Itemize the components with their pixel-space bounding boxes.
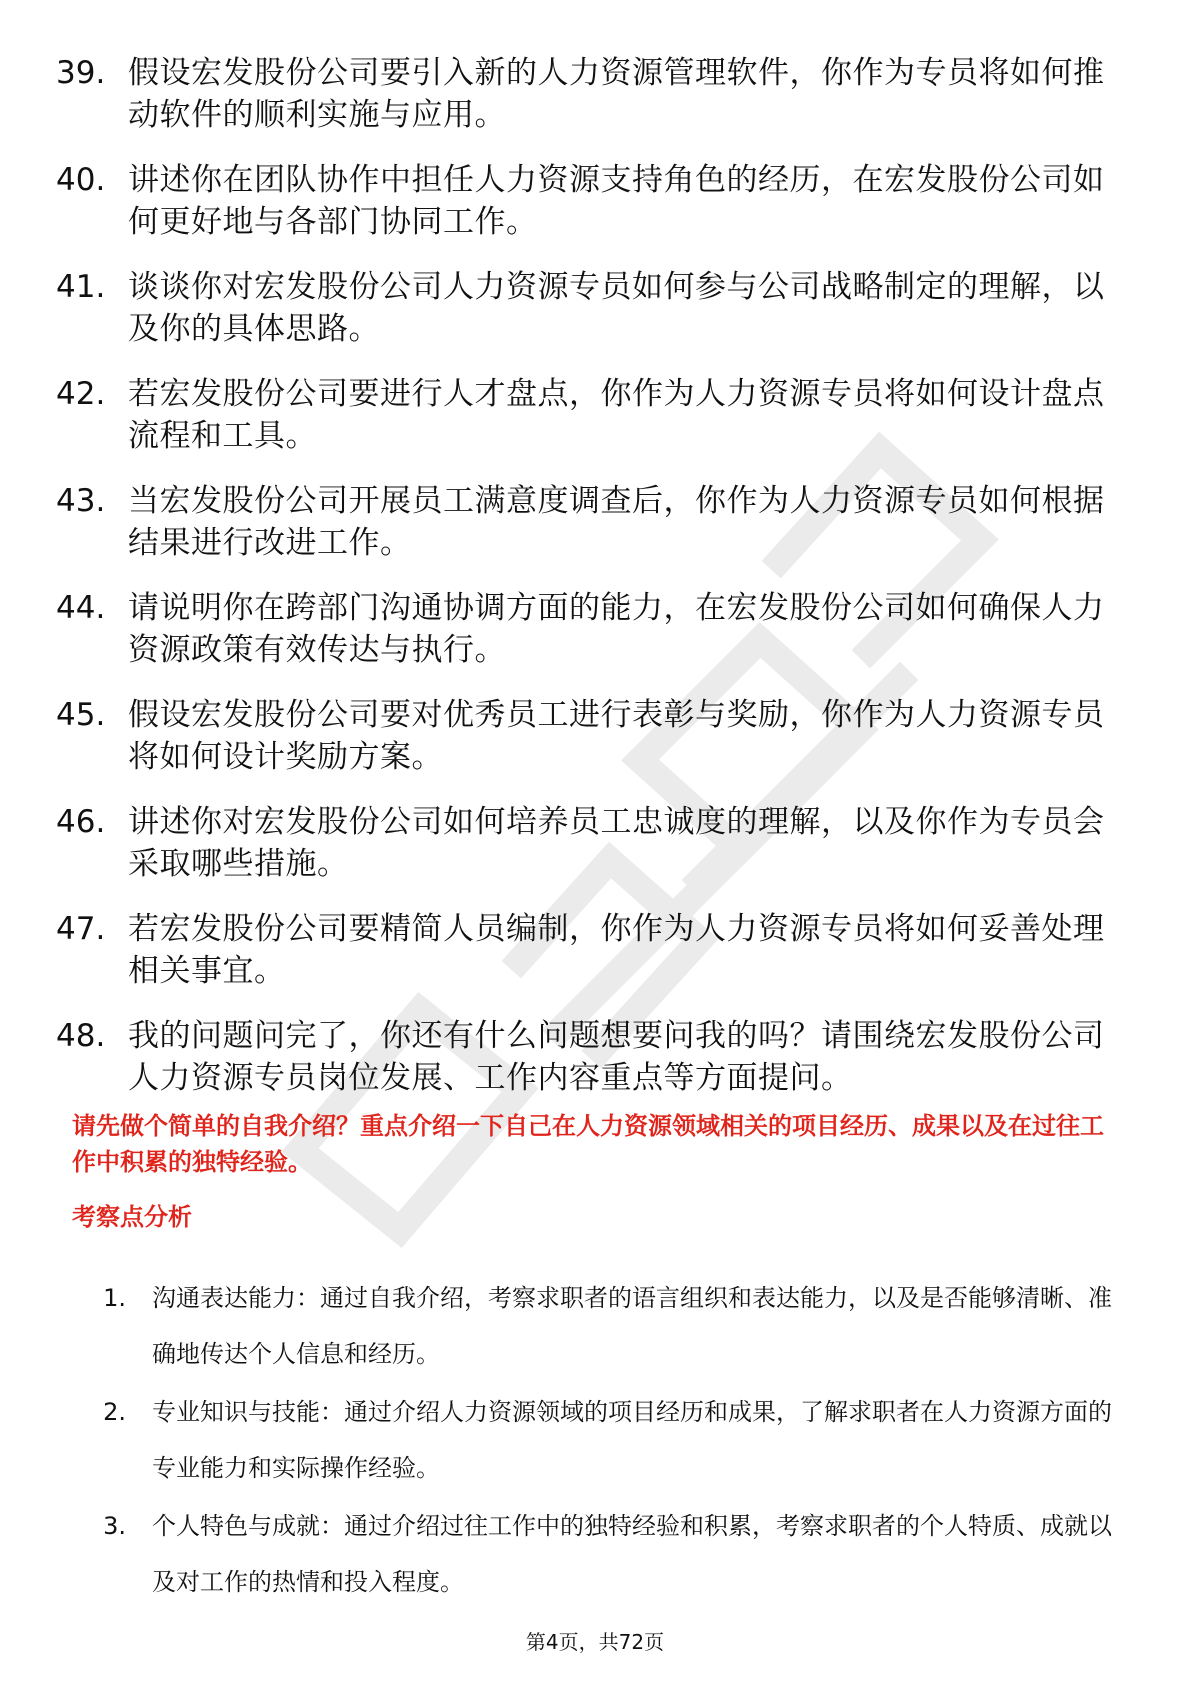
- list-item: [56, 266, 1116, 350]
- list-item: [72, 1384, 1122, 1496]
- list-item: [56, 52, 1116, 136]
- question-number: 46.: [56, 804, 106, 840]
- question-text: 若宏发股份公司要进行人才盘点，你作为人力资源专员将如何设计盘点流程和工具。: [128, 376, 1105, 454]
- list-item: [56, 159, 1116, 243]
- question-number: 43.: [56, 483, 106, 519]
- question-number: 45.: [56, 697, 106, 733]
- list-item: [72, 1270, 1122, 1382]
- list-item: [56, 480, 1116, 564]
- analysis-text: 个人特色与成就：通过介绍过往工作中的独特经验和积累，考察求职者的个人特质、成就以及对工作的热情和投入程度。: [152, 1512, 1112, 1596]
- question-text: 谈谈你对宏发股份公司人力资源专员如何参与公司战略制定的理解，以及你的具体思路。: [128, 269, 1105, 347]
- analysis-text: 专业知识与技能：通过介绍人力资源领域的项目经历和成果，了解求职者在人力资源方面的专业能力和实际操作经验。: [152, 1398, 1112, 1482]
- list-item: [56, 373, 1116, 457]
- question-text: 请说明你在跨部门沟通协调方面的能力，在宏发股份公司如何确保人力资源政策有效传达与执行。: [128, 590, 1105, 668]
- list-item: [56, 908, 1116, 992]
- question-text: 讲述你在团队协作中担任人力资源支持角色的经历，在宏发股份公司如何更好地与各部门协同工作。: [128, 162, 1105, 240]
- analysis-number: 3.: [103, 1512, 126, 1540]
- question-text: 假设宏发股份公司要引入新的人力资源管理软件，你作为专员将如何推动软件的顺利实施与应用。: [128, 55, 1105, 133]
- analysis-text: 沟通表达能力：通过自我介绍，考察求职者的语言组织和表达能力，以及是否能够清晰、准确地传达个人信息和经历。: [152, 1284, 1112, 1368]
- analysis-number: 2.: [103, 1398, 126, 1426]
- analysis-list: [72, 1270, 1122, 1612]
- analysis-title: 考察点分析: [72, 1203, 192, 1231]
- question-number: 42.: [56, 376, 106, 412]
- list-item: [56, 694, 1116, 778]
- question-number: 47.: [56, 911, 106, 947]
- analysis-number: 1.: [103, 1284, 126, 1312]
- question-text: 假设宏发股份公司要对优秀员工进行表彰与奖励，你作为人力资源专员将如何设计奖励方案。: [128, 697, 1105, 775]
- highlight-question: 请先做个简单的自我介绍？重点介绍一下自己在人力资源领域相关的项目经历、成果以及在过往工作中积累的独特经验。: [72, 1112, 1104, 1176]
- list-item: [72, 1498, 1122, 1610]
- question-number: 41.: [56, 269, 106, 305]
- question-number: 44.: [56, 590, 106, 626]
- page-footer: 第4页，共72页: [525, 1630, 665, 1654]
- question-number: 39.: [56, 55, 106, 91]
- question-list: [56, 52, 1116, 1122]
- question-text: 若宏发股份公司要精简人员编制，你作为人力资源专员将如何妥善处理相关事宜。: [128, 911, 1105, 989]
- question-text: 当宏发股份公司开展员工满意度调查后，你作为人力资源专员如何根据结果进行改进工作。: [128, 483, 1105, 561]
- list-item: [56, 1015, 1116, 1099]
- question-text: 讲述你对宏发股份公司如何培养员工忠诚度的理解，以及你作为专员会采取哪些措施。: [128, 804, 1105, 882]
- question-text: 我的问题问完了，你还有什么问题想要问我的吗？请围绕宏发股份公司人力资源专员岗位发展、工作内容重点等方面提问。: [128, 1018, 1105, 1096]
- question-number: 48.: [56, 1018, 106, 1054]
- list-item: [56, 801, 1116, 885]
- list-item: [56, 587, 1116, 671]
- question-number: 40.: [56, 162, 106, 198]
